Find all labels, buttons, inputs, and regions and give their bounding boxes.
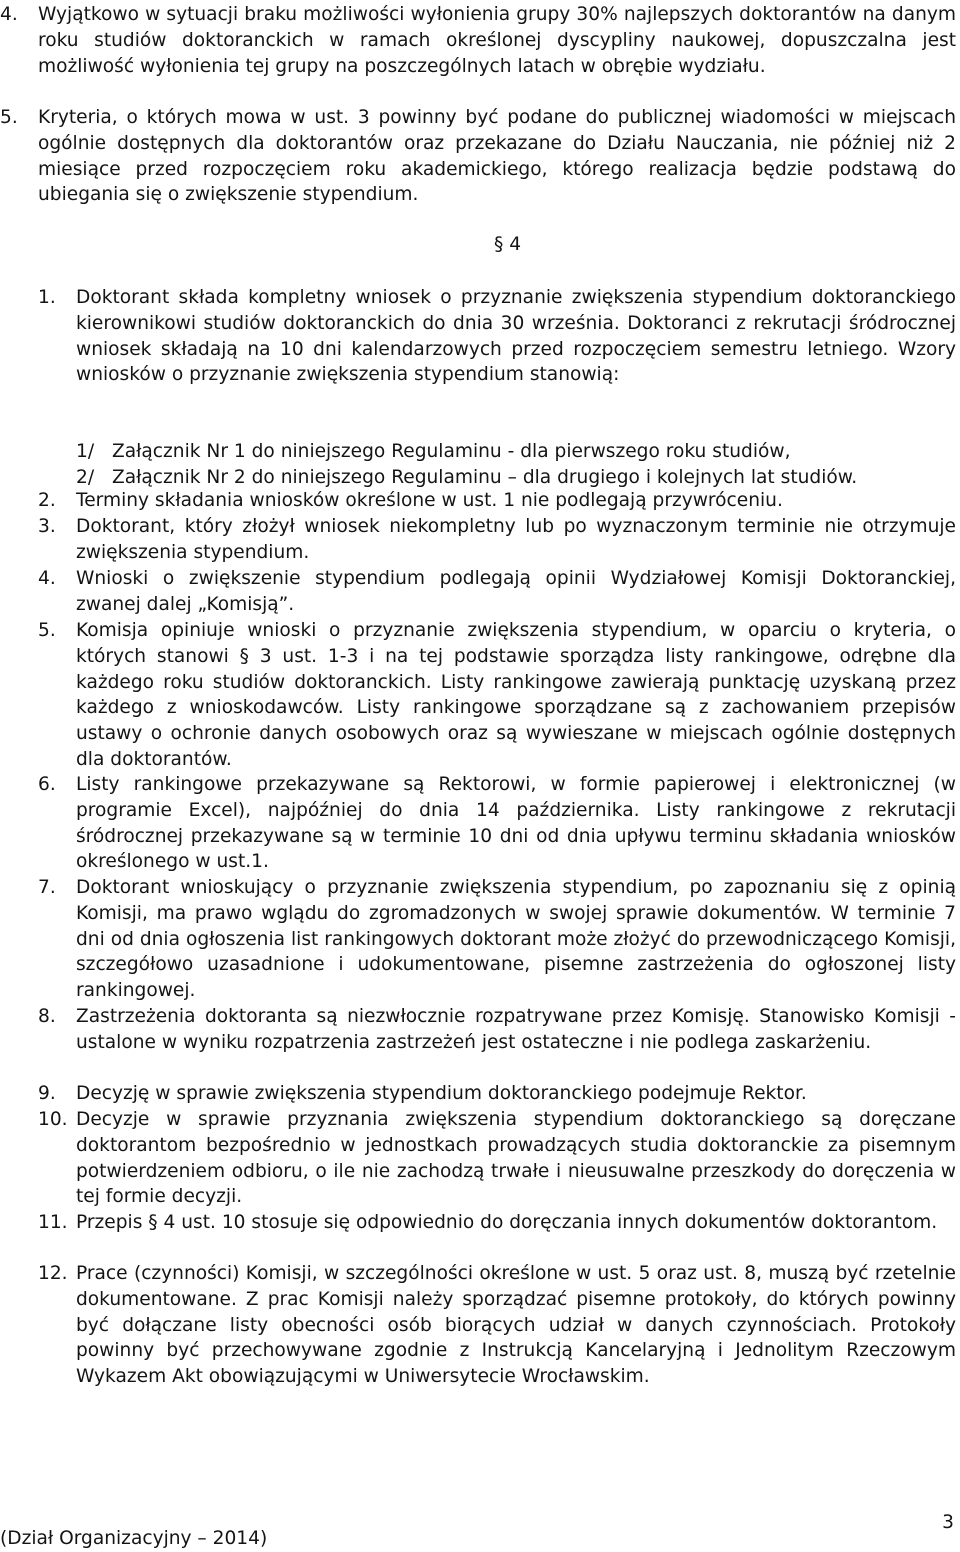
- item-text: Doktorant wnioskujący o przyznanie zwiększenia stypendium, po zapoznaniu się z opinią Komisji, ma prawo wglądu do zgromadzonych w swojej sprawie dokumentów. W terminie 7 dni od dnia ogłoszenia list rankingowych doktorant może złożyć do przewodniczącego Komisji, szczegółowo uzasadnione i udokumentowane, pisemne zastrzeżenia do ogłoszonej listy rankingowej.: [76, 877, 956, 1002]
- item-text: Zastrzeżenia doktoranta są niezwłocznie rozpatrywane przez Komisję. Stanowisko Komisji - ustalone w wyniku rozpatrzenia zastrzeżeń jest ostateczne i nie podlega zaskarżeniu.: [76, 1006, 956, 1053]
- paragraph-item-6: [38, 772, 956, 875]
- item-number: 3.: [38, 516, 56, 537]
- item-text: Listy rankingowe przekazywane są Rektorowi, w formie papierowej i elektronicznej (w programie Excel), najpóźniej do dnia 14 października. Listy rankingowe z rekrutacji śródrocznej przekazywane są w terminie 10 dni od dnia upływu terminu składania wniosków określonego w ust.1.: [76, 774, 956, 873]
- item-text: Doktorant składa kompletny wniosek o przyznanie zwiększenia stypendium doktoranckiego kierownikowi studiów doktoranckich do dnia 30 września. Doktoranci z rekrutacji śródrocznej wniosek składają na 10 dni kalendarzowych przed rozpoczęciem semestru letniego. Wzory wniosków o przyznanie zwiększenia stypendium stanowią:: [76, 287, 956, 386]
- item-text: Komisja opiniuje wnioski o przyznanie zwiększenia stypendium, w oparciu o kryteria, o których stanowi § 3 ust. 1-3 i na tej podstawie sporządza listy rankingowe, odrębne dla każdego roku studiów doktoranckich. Listy rankingowe zawierają punktację uzyskaną przez każdego z wnioskodawców. Listy rankingowe sporządzane są z zachowaniem przepisów ustawy o ochronie danych osobowych oraz są wywieszane w miejscach ogólnie dostępnych dla doktorantów.: [76, 620, 956, 770]
- item-number: 2.: [38, 490, 56, 511]
- sub-item-number: 2/: [76, 467, 95, 488]
- item-number: 6.: [38, 774, 56, 795]
- paragraph-item-3: [38, 514, 956, 566]
- item-text: Doktorant, który złożył wniosek niekompletny lub po wyznaczonym terminie nie otrzymuje zwiększenia stypendium.: [76, 516, 956, 563]
- item-text: Wnioski o zwiększenie stypendium podlegają opinii Wydziałowej Komisji Doktoranckiej, zwanej dalej „Komisją”.: [76, 568, 956, 615]
- paragraph-item-2: [38, 488, 956, 514]
- item-number: 10.: [38, 1109, 68, 1130]
- item-text: Decyzję w sprawie zwiększenia stypendium doktoranckiego podejmuje Rektor.: [76, 1083, 807, 1104]
- item-text: Przepis § 4 ust. 10 stosuje się odpowiednio do doręczania innych dokumentów doktorantom.: [76, 1212, 938, 1233]
- item-number: 4.: [38, 568, 56, 589]
- item-number: 12.: [38, 1263, 68, 1284]
- paragraph-item-9: [38, 1081, 956, 1107]
- page-footer: (Dział Organizacyjny – 2014): [0, 1528, 268, 1549]
- paragraph-item-1: [38, 285, 956, 388]
- sub-item-number: 1/: [76, 441, 95, 462]
- paragraph-item-4-prev: [0, 2, 956, 79]
- paragraph-item-5: [38, 618, 956, 773]
- sub-item-text: Załącznik Nr 2 do niniejszego Regulaminu – dla drugiego i kolejnych lat studiów.: [112, 467, 858, 488]
- item-number: 1.: [38, 287, 56, 308]
- item-number: 4.: [0, 4, 18, 25]
- sub-item-text: Załącznik Nr 1 do niniejszego Regulaminu - dla pierwszego roku studiów,: [112, 441, 791, 462]
- paragraph-item-11: [38, 1210, 956, 1236]
- item-number: 9.: [38, 1083, 56, 1104]
- sub-item-2: [76, 465, 956, 491]
- paragraph-item-8: [38, 1004, 956, 1056]
- paragraph-item-5-prev: [0, 105, 956, 208]
- item-text: Wyjątkowo w sytuacji braku możliwości wyłonienia grupy 30% najlepszych doktorantów na danym roku studiów doktoranckich w ramach określonej dyscypliny naukowej, dopuszczalna jest możliwość wyłonienia tej grupy na poszczególnych latach w obrębie wydziału.: [38, 4, 956, 77]
- item-number: 8.: [38, 1006, 56, 1027]
- item-number: 11.: [38, 1212, 68, 1233]
- item-text: Decyzje w sprawie przyznania zwiększenia stypendium doktoranckiego są doręczane doktorantom bezpośrednio w jednostkach prowadzących studia doktoranckie za pisemnym potwierdzeniem odbioru, o ile nie zachodzą trwałe i nieusuwalne przeszkody do doręczenia w tej formie decyzji.: [76, 1109, 956, 1208]
- item-text: Terminy składania wniosków określone w ust. 1 nie podlegają przywróceniu.: [76, 490, 783, 511]
- sub-item-1: [76, 439, 956, 465]
- paragraph-item-10: [38, 1107, 956, 1210]
- paragraph-item-12: [38, 1261, 956, 1390]
- item-text: Kryteria, o których mowa w ust. 3 powinny być podane do publicznej wiadomości w miejscach ogólnie dostępnych dla doktorantów oraz przekazane do Działu Nauczania, nie później niż 2 miesiące przed rozpoczęciem roku akademickiego, którego realizacja będzie podstawą do ubiegania się o zwiększenie stypendium.: [38, 107, 956, 206]
- item-number: 7.: [38, 877, 56, 898]
- item-text: Prace (czynności) Komisji, w szczególności określone w ust. 5 oraz ust. 8, muszą być rzetelnie dokumentowane. Z prac Komisji należy sporządzać pisemne protokoły, do których powinny być dołączane listy obecności osób biorących udział w danych czynnościach. Protokoły powinny być przechowywane zgodnie z Instrukcją Kancelaryjną i Jednolitym Rzeczowym Wykazem Akt obowiązującymi w Uniwersytecie Wrocławskim.: [76, 1263, 956, 1388]
- paragraph-item-4: [38, 566, 956, 618]
- item-number: 5.: [38, 620, 56, 641]
- section-heading: § 4: [494, 234, 522, 255]
- paragraph-item-7: [38, 875, 956, 1004]
- page-number: 3: [942, 1512, 954, 1533]
- item-number: 5.: [0, 107, 18, 128]
